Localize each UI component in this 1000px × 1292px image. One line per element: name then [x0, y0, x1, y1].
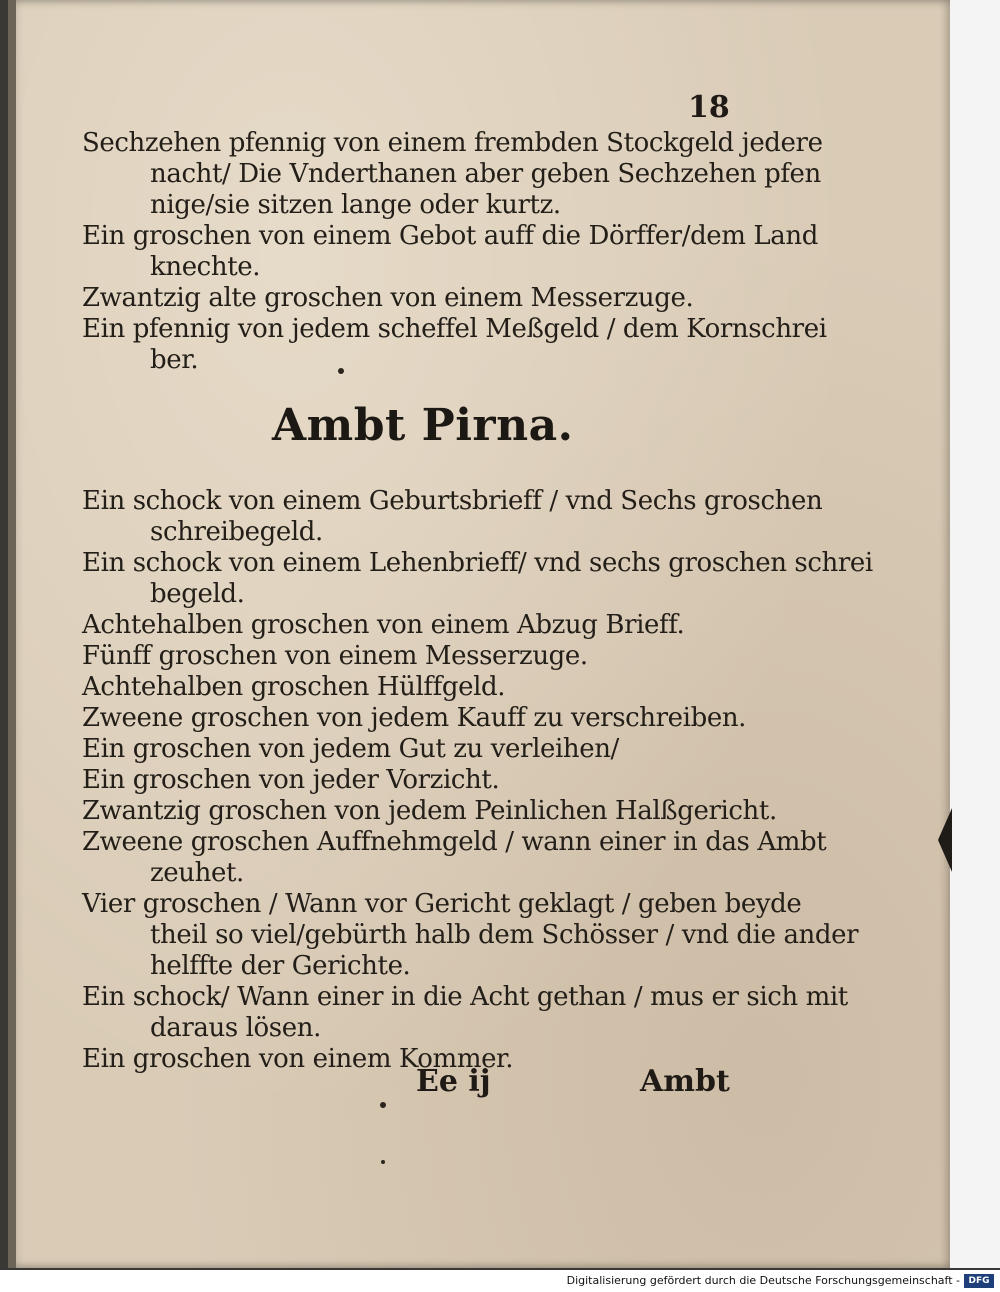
text-line: Zwantzig groschen von jedem Peinlichen Halßgericht. [82, 796, 777, 826]
text-entry [82, 610, 742, 641]
ink-speck [381, 1160, 385, 1164]
ink-speck [338, 368, 344, 374]
text-line: Ein schock von einem Geburtsbrieff / vnd Sechs groschen [82, 486, 823, 516]
text-entry [82, 641, 742, 672]
text-entry [82, 486, 823, 548]
text-line: Achtehalben groschen Hülffgeld. [82, 672, 506, 702]
text-block-top [82, 128, 827, 376]
text-entry [82, 314, 827, 376]
section-heading: Ambt Pirna. [272, 400, 574, 451]
page-gutter [8, 0, 16, 1268]
signature-mark: Ee ij [416, 1064, 491, 1099]
text-line: begeld. [150, 579, 245, 609]
text-entry [82, 548, 873, 610]
folio-number: 18 [688, 90, 730, 125]
text-entry [82, 796, 777, 827]
text-entry [82, 765, 742, 796]
page-edge-mark [938, 808, 952, 872]
text-block-main [82, 486, 873, 1075]
text-entry [82, 734, 742, 765]
text-entry [82, 827, 827, 889]
footer-credit: Digitalisierung gefördert durch die Deutsche Forschungsgemeinschaft - [566, 1274, 960, 1287]
text-entry [82, 221, 818, 283]
text-line: Zweene groschen Auffnehmgeld / wann einer in das Ambt [82, 827, 827, 857]
text-entry [82, 283, 742, 314]
text-line: Achtehalben groschen von einem Abzug Brieff. [82, 610, 685, 640]
ink-speck [380, 1102, 386, 1108]
text-line: theil so viel/gebürth halb dem Schösser / vnd die ander [150, 920, 859, 950]
text-line: Ein groschen von einem Gebot auff die Dörffer/dem Land [82, 221, 818, 251]
text-line: Zweene groschen von jedem Kauff zu verschreiben. [82, 703, 747, 733]
text-line: Ein groschen von einem Kommer. [82, 1044, 514, 1074]
text-line: Ein schock/ Wann einer in die Acht gethan / mus er sich mit [82, 982, 848, 1012]
text-line: Ein groschen von jedem Gut zu verleihen/ [82, 734, 619, 764]
text-line: Ein pfennig von jedem scheffel Meßgeld / dem Kornschrei [82, 314, 827, 344]
text-line: daraus lösen. [150, 1013, 321, 1043]
text-line: helffte der Gerichte. [150, 951, 411, 981]
text-line: ber. [150, 345, 199, 375]
scan-margin [950, 0, 1000, 1268]
footer-bar [0, 1270, 1000, 1292]
text-entry [82, 672, 742, 703]
catchword: Ambt [640, 1064, 730, 1099]
text-entry [82, 982, 848, 1044]
text-line: Ein schock von einem Lehenbrieff/ vnd sechs groschen schrei [82, 548, 873, 578]
text-line: Sechzehen pfennig von einem frembden Stockgeld jedere [82, 128, 823, 158]
text-line: Ein groschen von jeder Vorzicht. [82, 765, 500, 795]
text-line: zeuhet. [150, 858, 244, 888]
text-entry [82, 703, 747, 734]
text-line: nacht/ Die Vnderthanen aber geben Sechzehen pfen [150, 159, 821, 189]
text-line: nige/sie sitzen lange oder kurtz. [150, 190, 561, 220]
text-line: knechte. [150, 252, 261, 282]
text-entry [82, 889, 859, 982]
text-line: Fünff groschen von einem Messerzuge. [82, 641, 588, 671]
dfg-logo: DFG [964, 1274, 994, 1288]
text-line: schreibegeld. [150, 517, 323, 547]
text-line: Vier groschen / Wann vor Gericht geklagt / geben beyde [82, 889, 802, 919]
text-entry [82, 128, 823, 221]
text-line: Zwantzig alte groschen von einem Messerzuge. [82, 283, 694, 313]
